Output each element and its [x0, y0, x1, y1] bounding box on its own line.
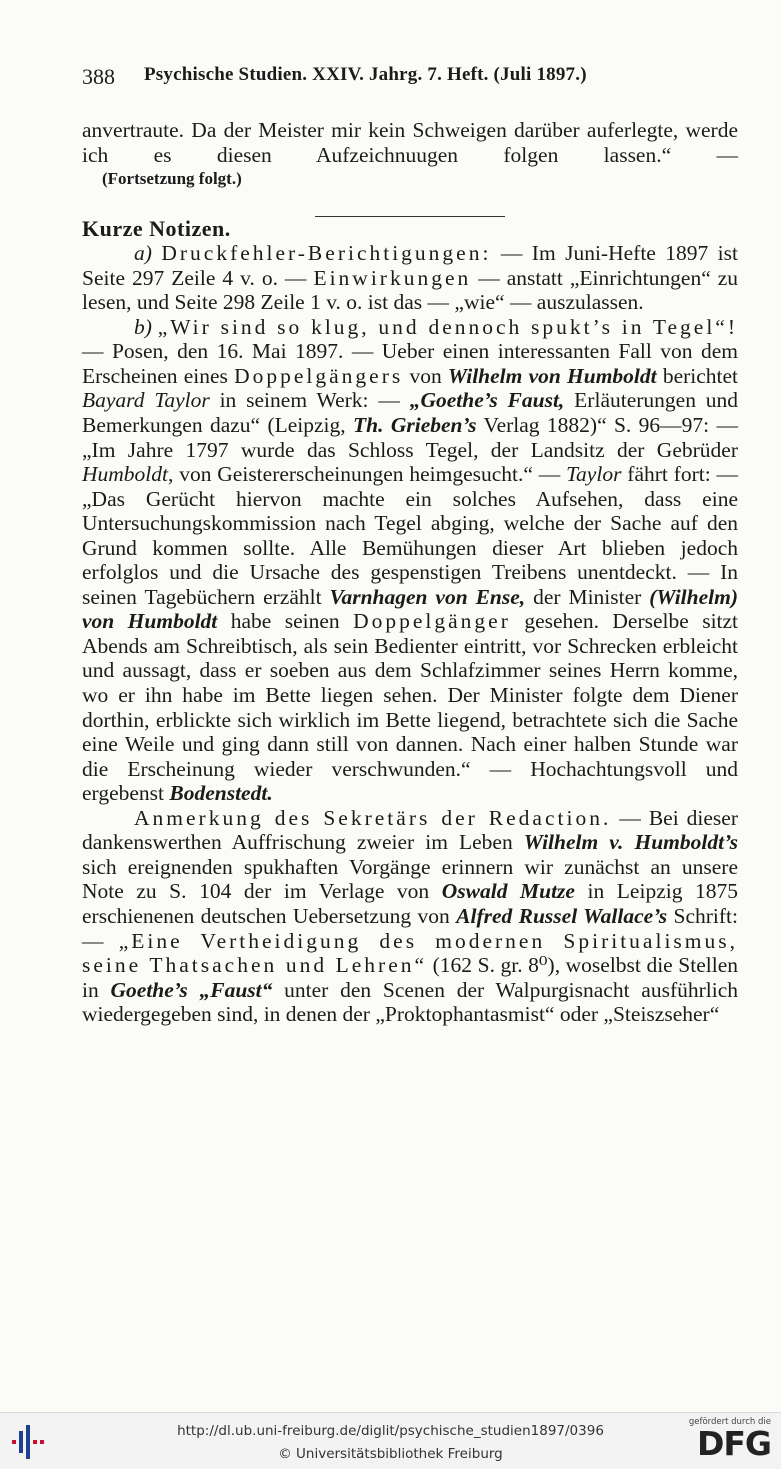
note-a: a) Druckfehler-Berichtigungen: — Im Juni-Hefte 1897 ist Seite 297 Zeile 4 v. o. — Einwirkungen — anstatt „Einrichtungen“ zu lesen, und Seite 298 Zeile 1 v. o. ist das — „wie“ — auszulassen.	[82, 241, 739, 315]
running-title: Psychische Studien. XXIV. Jahrg. 7. Heft. (Juli 1897.)	[144, 64, 587, 85]
dfg-logo-text: DFG	[696, 1424, 771, 1463]
section-heading: Kurze Notizen.	[82, 215, 231, 241]
page-number: 388	[82, 64, 115, 89]
note-a-title: Druckfehler-Berichtigungen:	[161, 241, 492, 266]
note-b-label: b)	[134, 314, 152, 339]
dfg-logo	[685, 1417, 771, 1467]
note-c: Anmerkung des Sekretärs der Redaction. — Bei dieser dankenswerthen Auffrischung zweier im Leben Wilhelm v. Humboldt’s sich ereignenden spukhaften Vorgänge erinnern wir zunächst an unsere Note zu S. 104 der im Verlage von Oswald Mutze in Leipzig 1875 erschienenen deutschen Uebersetzung von Alfred Russel Wallace’s Schrift: — „Eine Vertheidigung des modernen Spiritualismus, seine Thatsachen und Lehren“ (162 S. gr. 8⁰), woselbst die Stellen in Goethe’s „Faust“ unter den Scenen der Walpurgisnacht ausführlich wiedergegeben sind, in denen der „Proktophantasmist“ oder „Steiszseher“	[82, 805, 739, 1027]
signature: Bodenstedt.	[169, 781, 273, 806]
footer-bar	[0, 1412, 781, 1469]
running-header	[82, 62, 742, 92]
note-a-label: a)	[134, 241, 152, 266]
note-b: b) „Wir sind so klug, und dennoch spukt’s in Tegel“! — Posen, den 16. Mai 1897. — Ueber einen interessanten Fall von dem Erscheinen eines Doppelgängers von Wilhelm von Humboldt berichtet Bayard Taylor in seinem Werk: — „Goethe’s Faust, Erläuterungen und Bemerkungen dazu“ (Leipzig, Th. Grieben’s Verlag 1882)“ S. 96—97: — „Im Jahre 1797 wurde das Schloss Tegel, der Landsitz der Gebrüder Humboldt, von Geistererscheinungen heimgesucht.“ — Taylor fährt fort: — „Das Gerücht hiervon machte ein solches Aufsehen, dass eine Untersuchungskommission nach Tegel abging, welche der Sache auf den Grund kommen sollte. Alle Bemühungen dieser Art blieben jedoch erfolglos und die Ursache des gespenstigen Treibens unentdeckt. — In seinen Tagebüchern erzählt Varnhagen von Ense, der Minister (Wilhelm) von Humboldt habe seinen Doppelgänger gesehen. Derselbe sitzt Abends am Schreibtisch, als sein Bedienter eintritt, vor Schrecken erbleicht und aussagt, dass er soeben aus dem Schlafzimmer seines Herrn komme, wo er ihn habe im Bette liegen sehen. Der Minister folgte dem Diener dorthin, erblickte sich wirklich im Bette liegend, betrachtete sich die Sache eine Weile und ging dann still von dannen. Nach einer halben Stunde war die Erscheinung wieder verschwunden.“ — Hochachtungsvoll und ergebenst Bodenstedt.	[82, 314, 739, 806]
source-url-link[interactable]: http://dl.ub.uni-freiburg.de/diglit/psychische_studien1897/0396	[177, 1423, 604, 1439]
continuation-note: (Fortsetzung folgt.)	[102, 169, 242, 189]
page-body	[82, 118, 738, 1027]
note-b-title: „Wir sind so klug, und dennoch spukt’s in Tegel“!	[157, 314, 738, 339]
lead-paragraph: anvertraute. Da der Meister mir kein Schweigen darüber auferlegte, werde ich es diesen Aufzeichnuugen folgen lassen.“ —	[82, 118, 738, 167]
copyright-text: © Universitätsbibliothek Freiburg	[278, 1446, 503, 1462]
funder-note: gefördert durch die	[688, 1417, 771, 1427]
